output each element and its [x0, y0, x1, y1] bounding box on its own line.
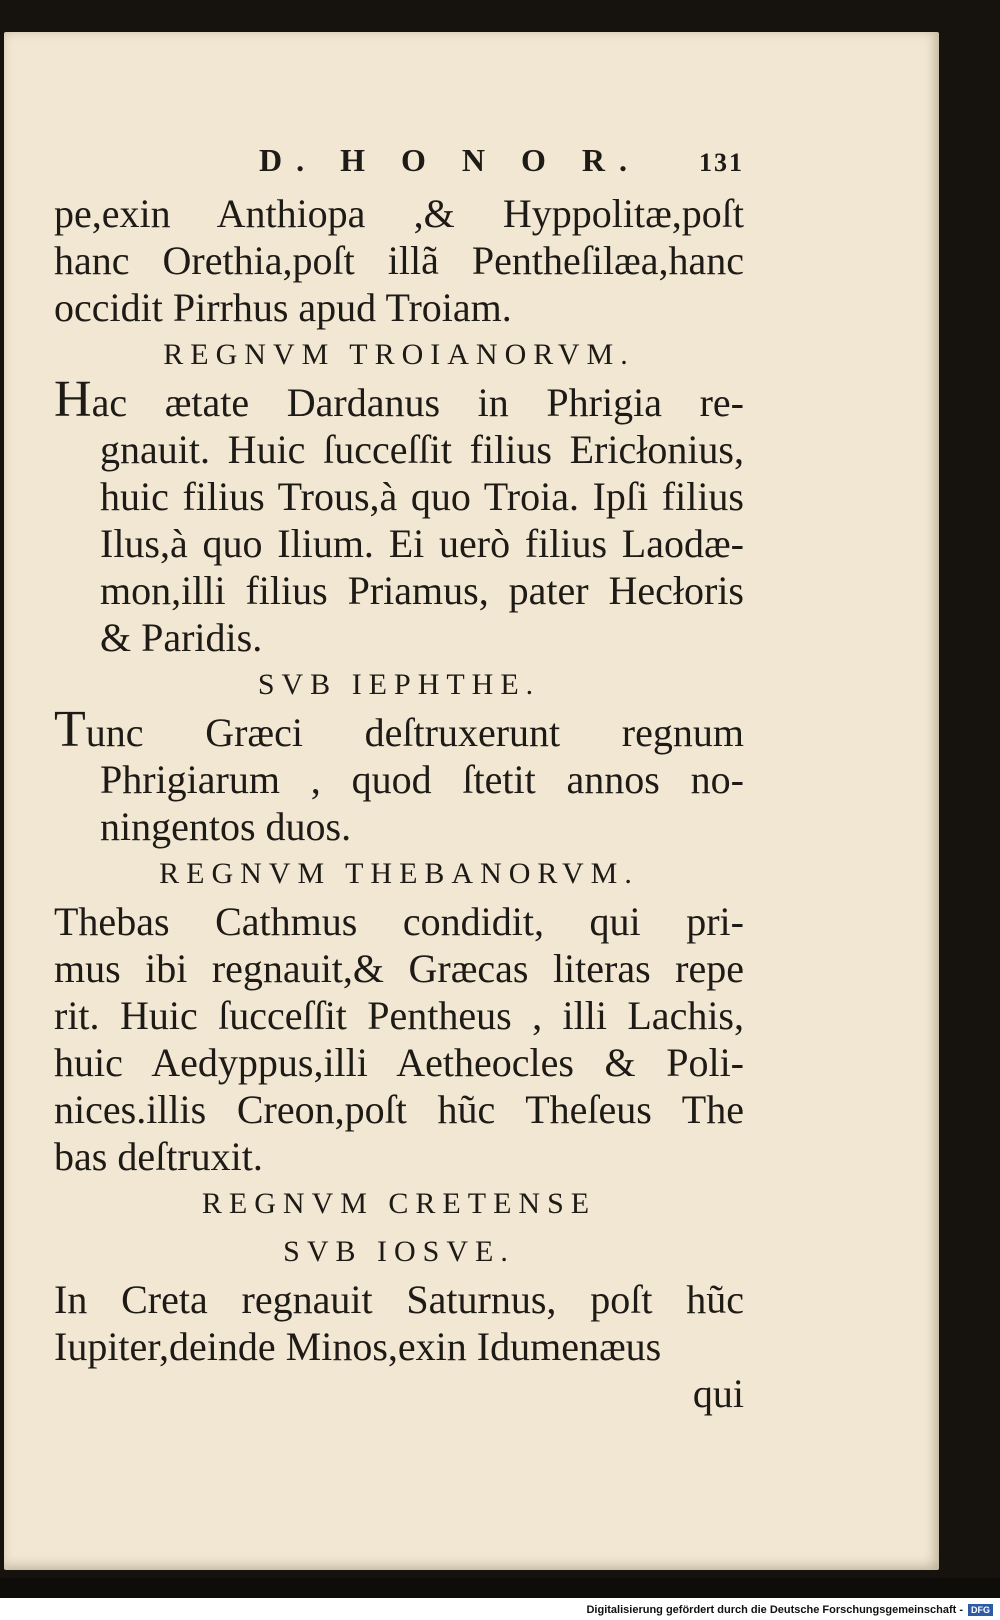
text-line: nices.illis Creon,poſt hũc Theſeus The — [54, 1087, 744, 1132]
text-line: ningentos duos. — [100, 804, 352, 849]
text-line: rit. Huic ſucceſſit Pentheus , illi Lachis, — [54, 993, 744, 1038]
text-line — [54, 371, 744, 428]
bottom-shadow — [0, 1578, 1000, 1598]
text-line: Iupiter,deinde Minos,exin Idumenæus — [54, 1324, 662, 1369]
text-line: Ilus,à quo Ilium. Ei uerò filius Laodæ- — [100, 521, 744, 566]
text-line: mon,illi filius Priamus, pater Hecłoris — [100, 568, 744, 613]
page-number: 131 — [699, 148, 744, 177]
section-heading: REGNVM THEBANORVM. — [159, 857, 639, 890]
line-text: ac ætate Dardanus in Phrigia re- — [91, 380, 744, 425]
text-block — [54, 142, 744, 1417]
text-line: huic filius Trous,à quo Troia. Ipſi filius — [100, 474, 744, 519]
text-line: In Creta regnauit Saturnus, poſt hũc — [54, 1277, 744, 1322]
text-line: pe,exin Anthiopa ,& Hyppolitæ,poſt — [54, 191, 744, 236]
dfg-logo: DFG — [967, 1603, 994, 1617]
text-line — [54, 701, 744, 758]
catchword: qui — [692, 1371, 744, 1416]
section-heading: REGNVM TROIANORVM. — [163, 338, 635, 371]
drop-capital: T — [54, 701, 86, 758]
text-line: occidit Pirrhus apud Troiam. — [54, 285, 512, 330]
footer — [586, 1600, 994, 1620]
section-heading: SVB IOSVE. — [283, 1235, 515, 1268]
text-line: hanc Orethia,poſt illã Pentheſilæa,hanc — [54, 238, 744, 283]
text-line: Phrigiarum , quod ſtetit annos no- — [100, 757, 744, 802]
drop-capital: H — [54, 371, 92, 428]
running-head — [54, 142, 744, 190]
text-line: bas deſtruxit. — [54, 1134, 263, 1179]
book-page — [4, 32, 939, 1570]
section-heading: SVB IEPHTHE. — [257, 668, 541, 701]
text-line: Thebas Cathmus condidit, qui pri- — [54, 899, 744, 944]
running-title: D. H O N O R. — [259, 142, 641, 178]
text-line: mus ibi regnauit,& Græcas literas repe — [54, 946, 744, 991]
footer-credit: Digitalisierung gefördert durch die Deutsche Forschungsgemeinschaft - — [586, 1604, 963, 1616]
text-line: gnauit. Huic ſucceſſit filius Ericłonius, — [100, 427, 744, 472]
text-line: & Paridis. — [100, 615, 263, 660]
text-line: huic Aedyppus,illi Aetheocles & Poli- — [54, 1040, 744, 1085]
section-heading: REGNVM CRETENSE — [201, 1187, 597, 1220]
line-text: unc Græci deſtruxerunt regnum — [85, 710, 744, 755]
body-text — [54, 190, 744, 1417]
